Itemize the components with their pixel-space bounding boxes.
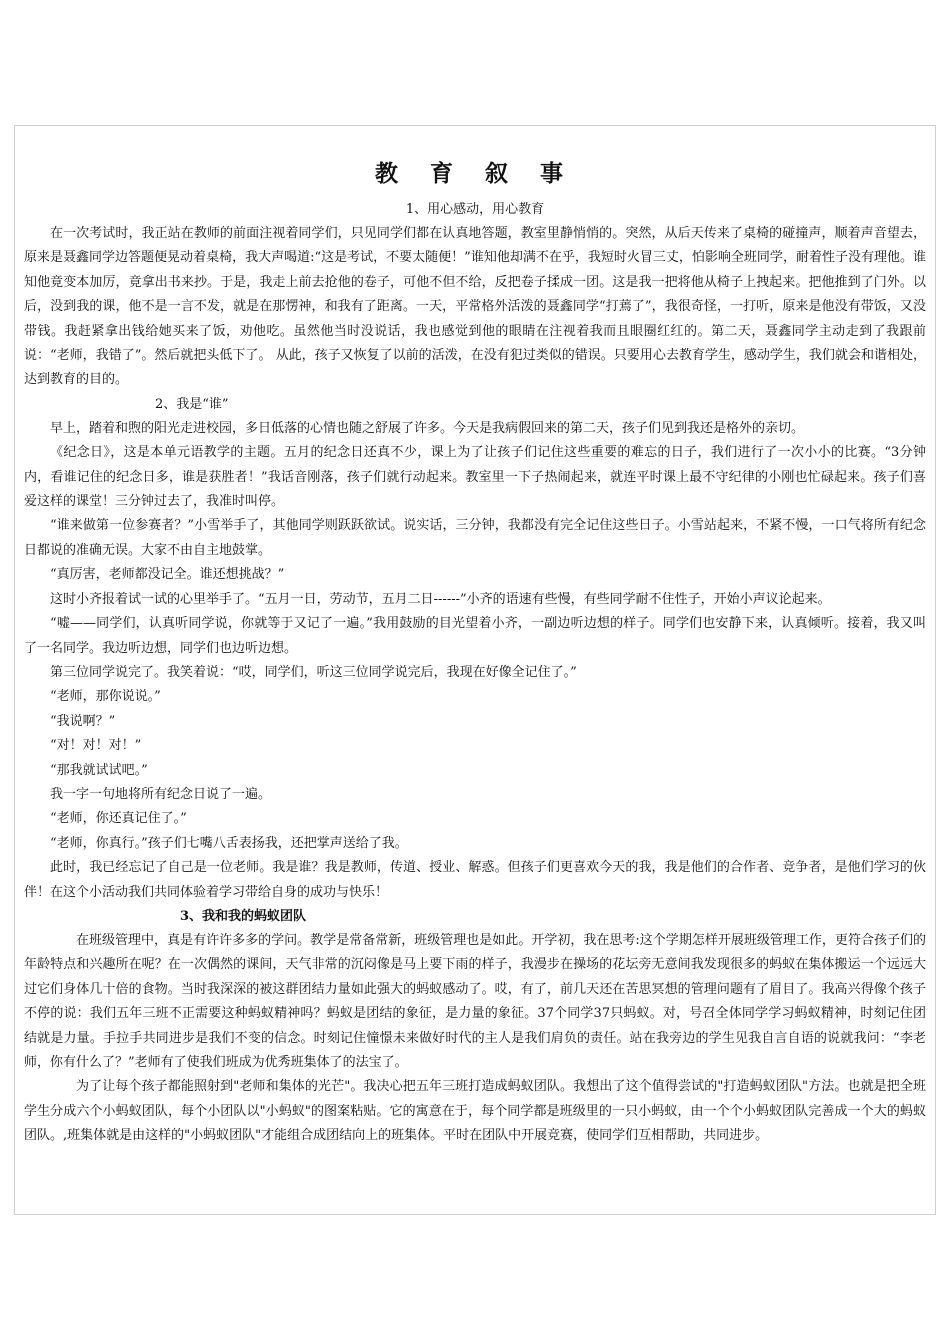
section-2-paragraph: “那我就试试吧。” (50, 762, 148, 778)
section-2-paragraph: “真厉害，老师都没记全。谁还想挑战？” (50, 567, 285, 583)
section-3-paragraph: 为了让每个孩子都能照射到"老师和集体的光芒"。我决心把五年三班打造成蚂蚁团队。我想出了这个值得尝试的"打造蚂蚁团队"方法。也就是把全班学生分成六个小蚂蚁团队，每个小团队以"小蚂蚁"的图案粘贴。它的寓意在于，每个同学都是班级里的一只小蚂蚁，由一个个小蚂蚁团队完善成一个大的蚂蚁团队。,班集体就是由这样的"小蚂蚁团队"才能组合成团结向上的班集体。平时在团队中开展竞赛，使同学们互相帮助，共同进步。 (24, 1079, 926, 1144)
section-2-paragraph: “老师，那你说说。” (50, 689, 161, 705)
section-heading-1: 1、用心感动，用心教育 (405, 202, 545, 217)
section-2-paragraph: 第三位同学说完了。我笑着说：“哎，同学们，听这三位同学说完后，我现在好像全记住了。” (50, 664, 577, 680)
section-3-paragraph: 在班级管理中，真是有许许多多的学问。教学是常备常新，班级管理也是如此。开学初，我在思考:这个学期怎样开展班级管理工作，更符合孩子们的年龄特点和兴趣所在呢？在一次偶然的课间，天气非常的沉闷像是马上要下雨的样子，我漫步在操场的花坛旁无意间我发现很多的蚂蚁在集体搬运一个远远大过它们身体几十倍的食物。当时我深深的被这群团结力量如此强大的蚂蚁感动了。哎，有了，前几天还在苦思冥想的管理问题有了眉目了。我高兴得像个孩子不停的说：我们五年三班不正需要这种蚂蚁精神吗？蚂蚁是团结的象征，是力量的象征。37个同学37只蚂蚁。对，号召全体同学学习蚂蚁精神，时刻记住团结就是力量。手拉手共同进步是我们不变的信念。时刻记住憧憬未来做好时代的主人是我们肩负的责任。站在我旁边的学生见我自言自语的说就我问：“李老师，你有什么了？”老师有了使我们班成为优秀班集体了的法宝了。 (24, 932, 926, 1070)
document-body (24, 150, 926, 1149)
section-2-paragraph: “我说啊？” (50, 713, 116, 729)
section-2-paragraph: “对！对！对！” (50, 738, 142, 754)
section-2-paragraph: 《纪念日》，这是本单元语教学的主题。五月的纪念日还真不少，课上为了让孩子们记住这些重要的难忘的日子，我们进行了一次小小的比赛。“3分钟内，看谁记住的纪念日多，谁是获胜者！”我话音刚落，孩子们就行动起来。教室里一下子热闹起来，就连平时课上最不守纪律的小刚也忙碌起来。孩子们喜爱这样的课堂！三分钟过去了，我准时叫停。 (24, 445, 926, 510)
section-2-paragraph: “谁来做第一位参赛者？”小雪举手了，其他同学则跃跃欲试。说实话，三分钟，我都没有完全记住这些日子。小雪站起来，不紧不慢，一口气将所有纪念日都说的准确无误。大家不由自主地鼓掌。 (24, 518, 926, 558)
document-title: 教 育 叙 事 (374, 160, 576, 187)
section-2-paragraph: 早上，踏着和煦的阳光走进校园，多日低落的心情也随之舒展了许多。今天是我病假回来的第二天，孩子们见到我还是格外的亲切。 (50, 420, 805, 436)
section-1-paragraph: 在一次考试时，我正站在教师的前面注视着同学们，只见同学们都在认真地答题，教室里静悄悄的。突然，从后天传来了桌椅的碰撞声，顺着声音望去，原来是聂鑫同学边答题便晃动着桌椅，我大声喝道:“这是考试，不要太随便！”谁知他却满不在乎，我短时火冒三丈，怕影响全班同学，耐着性子没有理他。谁知他竟变本加厉，竟拿出书来抄。于是，我走上前去抢他的卷子，可他不但不给，反把卷子揉成一团。这是我一把将他从椅子上拽起来。把他推到了门外。以后，没到我的课，他不是一言不发，就是在那愣神，和我有了距离。一天，平常格外活泼的聂鑫同学“打蔫了”，我很奇怪，一打听，原来是他没有带饭，又没带钱。我赶紧拿出钱给她买来了饭，劝他吃。虽然他当时没说话，我也感觉到他的眼睛在注视着我而且眼圈红红的。第二天，聂鑫同学主动走到了我跟前说：“老师，我错了”。然后就把头低下了。 从此，孩子又恢复了以前的活泼，在没有犯过类似的错误。只要用心去教育学生，感动学生，我们就会和谐相处，达到教育的目的。 (24, 226, 926, 388)
section-2-paragraph: “老师，你还真记住了。” (50, 811, 187, 827)
section-2-paragraph: 我一字一句地将所有纪念日说了一遍。 (50, 786, 272, 802)
section-2-paragraph: 此时，我已经忘记了自己是一位老师。我是谁？我是教师，传道、授业、解惑。但孩子们更喜欢今天的我，我是他们的合作者、竞争者，是他们学习的伙伴！在这个小活动我们共同体验着学习带给自身的成功与快乐！ (24, 860, 926, 900)
section-2-paragraph: “老师，你真行。”孩子们七嘴八舌表扬我，还把掌声送给了我。 (50, 835, 408, 851)
section-2-paragraph: “嘘——同学们，认真听同学说，你就等于又记了一遍。”我用鼓励的目光望着小齐，一副边听边想的样子。同学们也安静下来，认真倾听。接着，我又叫了一名同学。我边听边想，同学们也边听边想。 (24, 616, 926, 656)
section-heading-3: 3、我和我的蚂蚁团队 (180, 908, 307, 924)
section-2-paragraph: 这时小齐报着试一试的心里举手了。“五月一日，劳动节，五月二日------”小齐的语速有些慢，有些同学耐不住性子，开始小声议论起来。 (50, 591, 831, 607)
section-heading-2: 2、我是“谁” (155, 396, 229, 412)
